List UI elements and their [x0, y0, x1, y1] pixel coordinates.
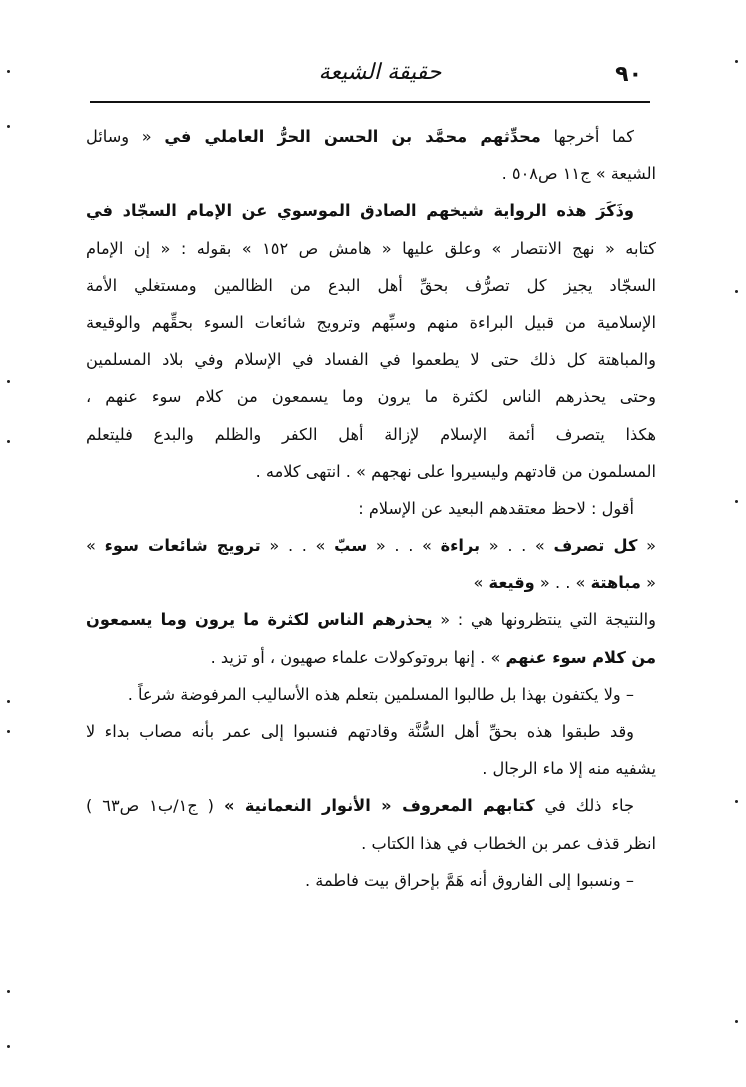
text-line	[86, 192, 656, 229]
text-run: جاء ذلك في	[534, 796, 634, 816]
margin-mark	[7, 990, 10, 993]
running-title: حقيقة الشيعة	[318, 60, 442, 85]
margin-mark	[7, 125, 10, 128]
text-run: – ونسبوا إلى الفاروق أنه هَمَّ بإحراق بيت فاطمة .	[304, 870, 634, 890]
bold-text-run: كتابهم المعروف « الأنوار النعمانية »	[223, 796, 535, 816]
text-line	[86, 118, 656, 155]
text-line	[86, 750, 656, 787]
margin-mark	[735, 1020, 738, 1023]
text-line	[86, 639, 656, 676]
bold-text-run: وقيعة	[488, 573, 535, 593]
bold-text-run: كل تصرف	[553, 536, 638, 556]
text-run: الشيعة » ج١١ ص٥٠٨ .	[501, 164, 656, 184]
text-run: – ولا يكتفون بهذا بل طالبوا المسلمين بتعلم هذه الأساليب المرفوضة شرعاً .	[127, 684, 634, 704]
margin-mark	[735, 500, 738, 503]
text-line	[86, 527, 656, 564]
bold-text-run: سبّ	[334, 536, 368, 556]
text-run: انظر قذف عمر بن الخطاب في هذا الكتاب .	[361, 833, 656, 853]
text-line	[86, 825, 656, 862]
text-line	[86, 564, 656, 601]
text-line	[86, 416, 656, 453]
bold-text-run: من كلام سوء عنهم	[505, 647, 656, 667]
bold-text-run: مباهتة	[590, 573, 641, 593]
text-line	[86, 713, 656, 750]
bold-text-run: وذَكَرَ هذه الرواية شيخهم الصادق الموسوي عن الإمام السجّاد في	[86, 201, 634, 221]
text-line	[86, 155, 656, 192]
text-run: وحتى يحذرهم الناس لكثرة ما يرون وما يسمعون من كلام سوء عنهم ،	[86, 387, 656, 407]
text-line	[86, 676, 656, 713]
text-run: كما أخرجها	[540, 127, 635, 146]
text-line	[86, 304, 656, 341]
page-number: ٩٠	[615, 62, 642, 87]
text-run: «	[637, 536, 656, 556]
bold-text-run: براءة	[440, 536, 481, 556]
text-line	[86, 341, 656, 378]
text-line	[86, 601, 656, 638]
text-run: والنتيجة التي ينتظرونها هي : «	[432, 610, 656, 630]
text-line	[86, 230, 656, 267]
text-run: يشفيه منه إلا ماء الرجال .	[482, 759, 656, 779]
text-run: والمباهتة كل ذلك حتى لا يطعموا في الفساد في الإسلام وفي بلاد المسلمين	[86, 350, 656, 370]
text-run: الإسلامية من قبيل البراءة منهم وسبِّهم وترويج شائعات السوء بحقِّهم والوقيعة	[86, 312, 656, 332]
text-line	[86, 453, 656, 490]
text-run: » . إنها بروتوكولات علماء صهيون ، أو تزيد .	[210, 647, 506, 667]
text-run: كتابه « نهج الانتصار » وعلق عليها « هامش ص ١٥٢ » بقوله : « إن الإمام	[86, 238, 656, 258]
text-run: ( ج١/ب١ ص٦٣ )	[86, 796, 224, 816]
text-line	[86, 378, 656, 415]
page-header	[90, 58, 650, 98]
text-line	[86, 862, 656, 899]
body-text	[86, 118, 656, 899]
text-line	[86, 787, 656, 824]
margin-mark	[7, 730, 10, 733]
text-run: » . . «	[480, 536, 554, 556]
text-run: أقول : لاحظ معتقدهم البعيد عن الإسلام :	[358, 498, 634, 518]
bold-text-run: محدِّثهم محمَّد بن الحسن الحرُّ العاملي في	[164, 127, 541, 146]
text-line	[86, 490, 656, 527]
bold-text-run: ترويج شائعات سوء	[104, 536, 261, 556]
margin-mark	[735, 800, 738, 803]
margin-mark	[735, 60, 738, 63]
bold-text-run: يحذرهم الناس لكثرة ما يرون وما يسمعون	[86, 610, 433, 630]
text-run: » . . «	[367, 536, 441, 556]
text-run: السجّاد يجيز كل تصرُّف بحقِّ أهل البدع من الظالمين ومستغلي الأمة	[86, 275, 656, 295]
text-line	[86, 267, 656, 304]
margin-mark	[7, 440, 10, 443]
margin-mark	[7, 70, 10, 73]
text-run: » . . «	[260, 536, 335, 556]
text-run: « وسائل	[86, 127, 165, 146]
header-divider	[90, 101, 650, 103]
margin-mark	[7, 380, 10, 383]
margin-mark	[7, 1045, 10, 1048]
text-run: » . . «	[534, 573, 591, 593]
text-run: وقد طبقوا هذه بحقِّ أهل السُّنَّة وقادتهم فنسبوا إلى عمر بأنه مصاب بداء لا	[86, 722, 634, 741]
text-run: »	[86, 536, 105, 556]
text-run: هكذا يتصرف أئمة الإسلام لإزالة أهل الكفر والظلم والبدع فليتعلم	[86, 424, 656, 444]
text-run: «	[640, 573, 656, 593]
margin-mark	[735, 290, 738, 293]
text-run: المسلمون من قادتهم وليسيروا على نهجهم » . انتهى كلامه .	[255, 461, 656, 481]
margin-mark	[7, 700, 10, 703]
text-run: »	[473, 573, 489, 593]
